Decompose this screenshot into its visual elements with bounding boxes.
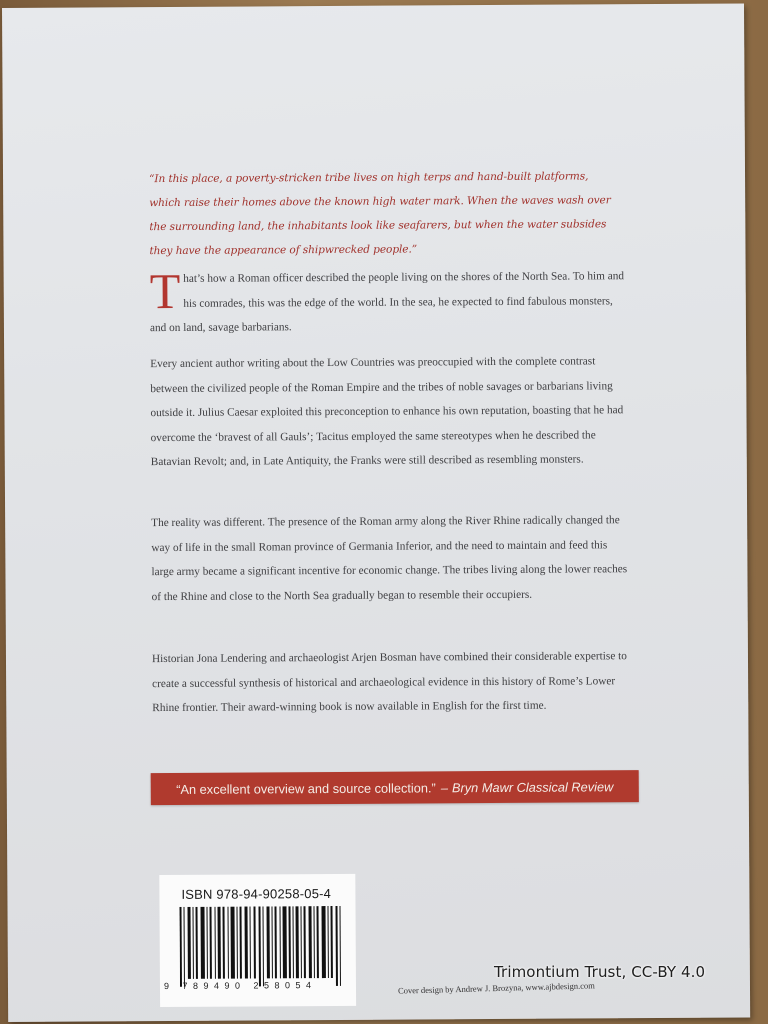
paragraph-2: Every ancient author writing about the Low Countries was preoccupied with the complete contrast between the civilized people of the Roman Empire and the tribes of noble savages or barbarians living outside it. Julius Caesar exploited this preconception to enhance his own reputation, boasting that he had overcome the ‘bravest of all Gauls’; Tacitus employed the same stereotypes when he described the Batavian Revolt; and, in Late Antiquity, the Franks were still described as resembling monsters. [150, 355, 624, 469]
paragraph-3: The reality was different. The presence of the Roman army along the River Rhine radically changed the way of life in the small Roman province of Germania Inferior, and the need to maintain and feed this large army became a significant incentive for economic change. The tribes living along the lower reaches of the Rhine and close to the North Sea gradually began to resemble their occupiers. [151, 514, 628, 603]
review-dash: – [440, 779, 448, 795]
book-back-cover [2, 3, 750, 1022]
epigraph-quote: “In this place, a poverty-stricken tribe lives on high terps and hand-built platforms, which raise their homes above the known high water mark. When the waves wash over the surrounding land, the inhabitants look like seafarers, but when the water subsides they have the appearance of shipwrecked people.” [149, 170, 611, 258]
barcode-icon [179, 906, 343, 987]
cover-design-credit: Cover design by Andrew J. Brozyna, www.ajbdesign.com [397, 980, 595, 996]
review-source: Bryn Mawr Classical Review [451, 778, 614, 795]
review-banner [151, 770, 639, 805]
attribution-watermark: Trimontium Trust, CC-BY 4.0 [494, 963, 706, 981]
barcode-label [159, 874, 356, 1007]
review-quote: “An excellent overview and source collection.” [176, 779, 436, 797]
isbn-text: ISBN 978-94-90258-05-4 [181, 886, 332, 902]
paragraph-1 [150, 264, 628, 340]
paragraph-1-text: hat’s how a Roman officer described the people living on the shores of the North Sea. To him and his comrades, this was the edge of the world. In the sea, he expected to find fabulous monsters, and on land, savage barbarians. [149, 270, 625, 335]
paragraph-4: Historian Jona Lendering and archaeologist Arjen Bosman have combined their considerable expertise to create a successful synthesis of historical and archaeological evidence in this history of Rome’s Lower Rhine frontier. Their award-winning book is now available in English for the first time. [151, 650, 627, 715]
barcode-digits: 9 789490 258054 [163, 980, 317, 992]
drop-cap: T [149, 262, 181, 320]
